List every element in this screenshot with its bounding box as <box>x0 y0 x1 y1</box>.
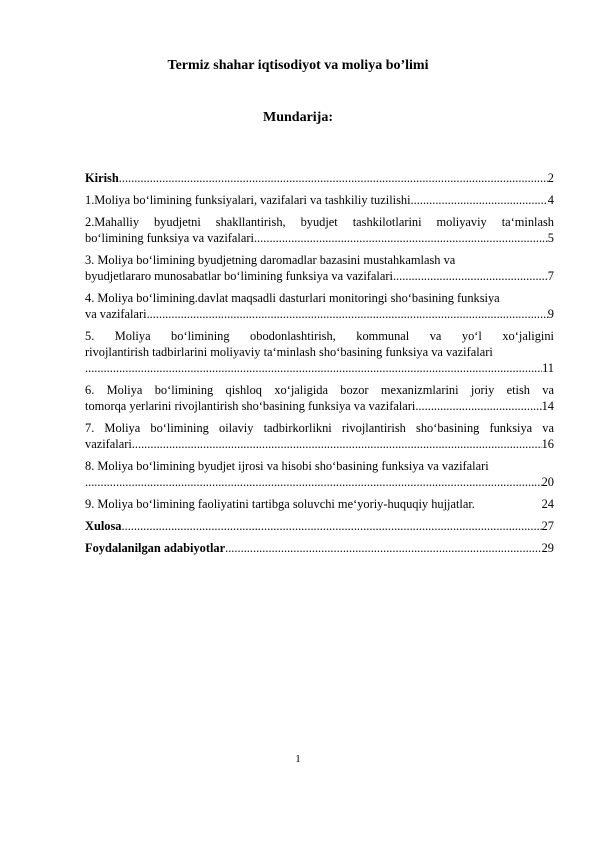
toc-entry-title: 7. Moliya bo‘limining oilaviy tadbirkorlikni rivojlantirish sho‘basining funksiya va <box>85 421 554 435</box>
toc-entry-title: 9. Moliya bo‘limining faoliyatini tartibga soluvchi me‘yoriy-huquqiy hujjatlar. <box>85 497 475 511</box>
toc-entry-adabiyot <box>85 540 554 556</box>
toc-entry-title: Xulosa <box>85 519 122 533</box>
leader-dots <box>254 230 548 246</box>
toc-entry-title-cont: rivojlantirish tadbirlarini moliyaviy ta‘minlash sho‘basining funksiya va vazifalari <box>85 345 493 359</box>
toc-page-number: 16 <box>541 437 554 451</box>
toc-entry-title-cont: bo‘limining funksiya va vazifalari <box>85 231 254 245</box>
toc-page-number: 20 <box>541 475 554 489</box>
toc-page-number: 2 <box>547 171 554 185</box>
toc-page-number: 11 <box>542 361 554 375</box>
toc-entry-title: Foydalanilgan adabiyotlar <box>85 541 226 555</box>
toc-entry-2 <box>85 214 554 246</box>
toc-entry-title: 6. Moliya bo‘limining qishloq xo‘jaligida bozor mexanizmlarini joriy etish va <box>85 383 554 397</box>
toc-entry-title-cont: va vazifalari <box>85 307 147 321</box>
toc-page-number: 29 <box>541 541 554 555</box>
toc-page-number: 4 <box>547 193 554 207</box>
toc-entry-4 <box>85 290 554 322</box>
toc-heading: Mundarija: <box>263 110 333 125</box>
leader-dots <box>415 398 541 414</box>
toc-page-number: 24 <box>541 497 554 511</box>
toc-entry-title-cont: vazifalari <box>85 437 132 451</box>
leader-dots <box>225 540 542 556</box>
toc-entry-1 <box>85 192 554 208</box>
leader-dots <box>122 518 542 534</box>
leader-dots <box>411 192 548 208</box>
toc-entry-title: 4. Moliya bo‘limining.davlat maqsadli dasturlari monitoringi sho‘basining funksiya <box>85 291 500 305</box>
toc-entry-7 <box>85 420 554 452</box>
leader-dots <box>119 170 548 186</box>
toc-entry-3 <box>85 252 554 284</box>
leader-dots <box>132 436 542 452</box>
page-number: 1 <box>295 753 301 765</box>
document-title: Termiz shahar iqtisodiyot va moliya bo’limi <box>167 58 429 73</box>
leader-dots <box>85 474 542 490</box>
toc-entry-xulosa <box>85 518 554 534</box>
leader-dots <box>393 268 548 284</box>
toc-page-number: 5 <box>547 231 554 245</box>
toc-entry-9 <box>85 496 554 512</box>
toc-entry-6 <box>85 382 554 414</box>
toc-entry-title: 3. Moliya bo‘limining byudjetning daromadlar bazasini mustahkamlash va <box>85 253 456 267</box>
toc-entry-title: 8. Moliya bo‘limining byudjet ijrosi va hisobi sho‘basining funksiya va vazifalari <box>85 459 489 473</box>
toc-entry-title: Kirish <box>85 171 119 185</box>
toc-page-number: 14 <box>541 399 554 413</box>
toc-entry-8 <box>85 458 554 490</box>
toc-entry-title: 2.Mahalliy byudjetni shakllantirish, byudjet tashkilotlarini moliyaviy ta‘minlash <box>85 215 554 229</box>
toc-entry-title-cont: byudjetlararo munosabatlar bo‘limining funksiya va vazifalari <box>85 269 393 283</box>
leader-dots <box>147 306 548 322</box>
leader-dots <box>85 360 542 376</box>
table-of-contents <box>85 170 554 562</box>
toc-entry-title: 1.Moliya bo‘limining funksiyalari, vazifalari va tashkiliy tuzilishi <box>85 193 411 207</box>
toc-entry-kirish <box>85 170 554 186</box>
toc-entry-5 <box>85 328 554 376</box>
toc-page-number: 7 <box>547 269 554 283</box>
toc-entry-title: 5. Moliya bo‘limining obodonlashtirish, kommunal va yo‘l xo‘jaligini <box>85 329 554 343</box>
toc-entry-title-cont: tomorqa yerlarini rivojlantirish sho‘basining funksiya va vazifalari <box>85 399 416 413</box>
toc-page-number: 9 <box>547 307 554 321</box>
toc-page-number: 27 <box>541 519 554 533</box>
